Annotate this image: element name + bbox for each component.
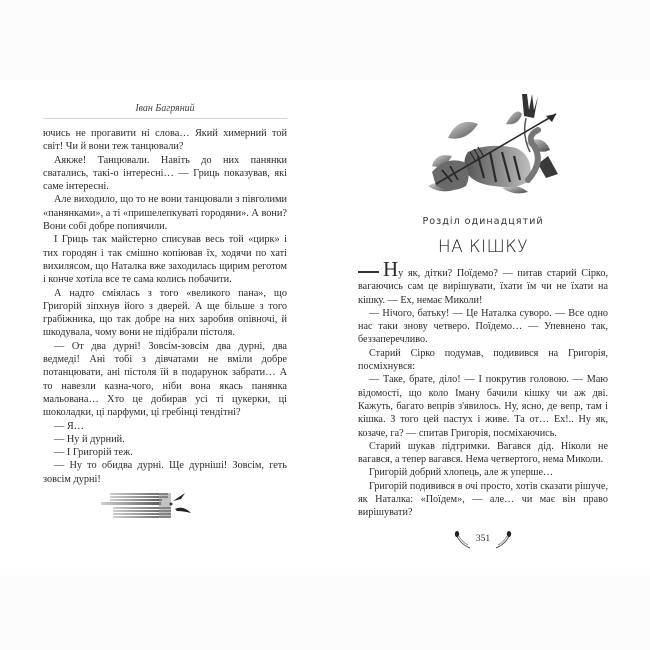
paragraph: А надто сміялась з того «великого пана», що Григорій зіпхнув його з дверей. А ще більше з того грабіжника, що так добре на них заробив опівночі, й шкодувала, чому вони не підібрали пістоля. xyxy=(43,287,287,339)
paragraph: Старий шукав підтримки. Вагався дід. Ніколи не вагався, а тепер вагався. Нема четвертого, нема Миколи. xyxy=(358,440,608,466)
section-end-ornament-icon xyxy=(101,489,211,525)
left-body-text xyxy=(43,127,287,486)
running-head-author: Іван Багряний xyxy=(135,103,195,114)
paragraph: ючись не прогавити ні слова… Який химерний той світ! Чи й вони теж танцювали? xyxy=(43,128,287,153)
paragraph: — І Григорій теж. xyxy=(54,447,133,459)
opening-paragraph-text: у як, дітки? Поїдемо? — питав старий Сірко, вагаючись сам це вирішувати, їхати їм чи не їхати на кішку. — Ех, немає Миколи! xyxy=(358,268,608,306)
paragraph: — Ну й дурний. xyxy=(54,433,125,445)
tiger-arrow-illustration-icon xyxy=(418,86,558,198)
book-spread xyxy=(0,80,650,575)
em-dash-mark xyxy=(358,271,379,273)
drop-cap: Н xyxy=(383,257,399,281)
page-number: 351 xyxy=(475,534,491,544)
paragraph: І Гриць так майстерно списував весь той «цирк» і тих городян і так смішно копіював їх, ходячи по хаті вихилясом, що Наталка вже заходилась щирим реготом і конче хотіла все те сама колись побачити. xyxy=(43,234,287,286)
paragraph: Григорій подивився в очі просто, хотів сказати рішуче, як Наталка: «Поїдем», — але… чи має він право вирішувати? xyxy=(358,480,608,519)
left-page xyxy=(43,80,287,575)
chapter-title: НА КІШКУ xyxy=(437,237,529,257)
paragraph: Старий Сірко подумав, подивився на Григорія, посміхнувся: xyxy=(358,347,608,373)
paragraph: — Таке, брате, діло! — І покрутив головою. — Маю відомості, що коло Іману бачили кішку чи аж дві. Кажуть, багато вепрів з'явилось. Ну, ясно, де вепр, там і кішка. З того цей пастух і живе. Та от… Ех!.. Ну як, козаче, га? — спитав Григорія, посміхаючись. xyxy=(358,374,608,439)
paragraph: Але виходило, що то не вони танцювали з півголими «панянками», а ті «пришелепкуваті городяни». А вони? Вони собі добре попиячили. xyxy=(43,194,287,233)
right-body-text xyxy=(358,257,608,520)
paragraph: Григорій добрий хлопець, але ж уперше… xyxy=(369,467,554,479)
opening-paragraph xyxy=(358,257,608,307)
page-number-folio xyxy=(450,528,516,552)
paragraph: — Нічого, батьку! — Це Наталка суворо. — Все одно нас таки знову четверо. Поїдемо… — Упевнено так, беззаперечливо. xyxy=(358,307,608,346)
paragraph: Аякже! Танцювали. Навіть до них панянки сватались, такі-о інтересні… — Гриць показував, які саме інтересні. xyxy=(43,154,287,193)
right-page xyxy=(358,80,608,575)
chapter-label: Розділ одинадцятий xyxy=(422,216,544,227)
paragraph: — Ну то обидва дурні. Ще дурніші! Зовсім, геть зовсім дурні! xyxy=(43,460,287,485)
header-rule xyxy=(43,118,287,119)
paragraph: — От два дурні! Зовсім-зовсім два дурні, два ведмеді! Ані тобі з дівчатами не вміли добре потанцювати, ані пістоля їй в подарунок забрати… А то навезли казна-чого, ніби вона якась панянка мальована… Хто це добирав усі ті цукерки, ці шоколадки, ці парфуми, ці гребінці тендітні? xyxy=(43,340,287,419)
paragraph: — Я… xyxy=(54,420,85,432)
